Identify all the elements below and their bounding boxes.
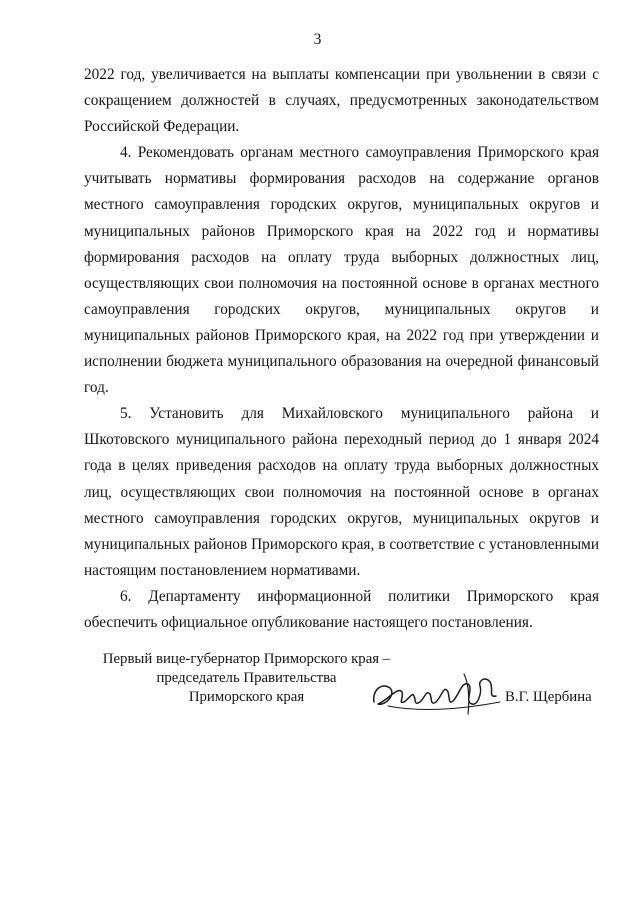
paragraph-item-6-line2: обеспечить официальное опубликование настоящего постановления. bbox=[84, 613, 533, 631]
signatory-title bbox=[84, 650, 409, 707]
document-body bbox=[84, 62, 599, 636]
handwritten-signature bbox=[368, 662, 508, 722]
signatory-title-line1: Первый вице-губернатор Приморского края – bbox=[102, 651, 391, 667]
signature-block bbox=[0, 650, 635, 730]
paragraph-item-5: 5. Установить для Михайловского муниципального района и Шкотовского муниципального района переходный период до 1 января 2024 года в целях приведения расходов на оплату труда выборных должностных лиц, осуществляющих свои полномочия на постоянной основе в органах местного самоуправления городских округов, муниципальных округов и муниципальных районов Приморского края, в соответствие с установленными настоящим постановлением нормативами. bbox=[84, 405, 599, 579]
paragraph-item-4: 4. Рекомендовать органам местного самоуправления Приморского края учитывать нормативы формирования расходов на содержание органов местного самоуправления городских округов, муниципальных округов и муниципальных районов Приморского края на 2022 год и нормативы формирования расходов на оплату труда выборных должностных лиц, осуществляющих свои полномочия на постоянной основе в органах местного самоуправления городских округов, муниципальных округов и муниципальных районов Приморского края, на 2022 год при утверждении и исполнении бюджета муниципального образования на очередной финансовый год. bbox=[84, 144, 599, 397]
signatory-title-line3: Приморского края bbox=[188, 689, 305, 705]
paragraph-continuation: 2022 год, увеличивается на выплаты компенсации при увольнении в связи с сокращением должностей в случаях, предусмотренных законодательством Российской Федерации. bbox=[84, 66, 599, 136]
signatory-title-line2: председатель Правительства bbox=[156, 670, 337, 686]
page-number: 3 bbox=[313, 31, 322, 48]
signatory-name: В.Г. Щербина bbox=[505, 689, 592, 705]
paragraph-item-6-line1: 6. Департаменту информационной политики Приморского края bbox=[120, 587, 599, 605]
